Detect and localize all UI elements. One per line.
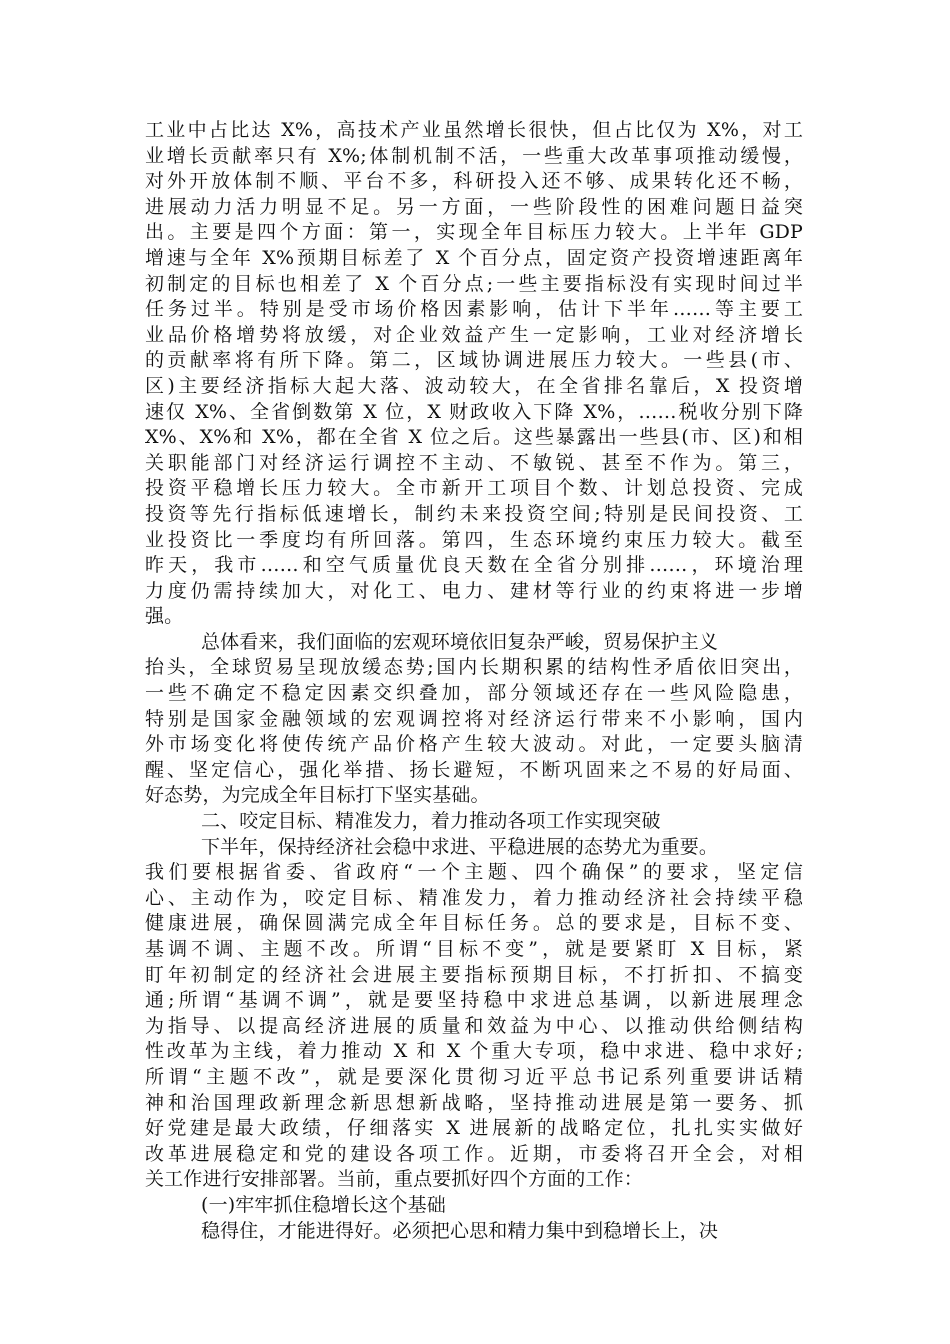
text-line: 业增长贡献率只有 X%;体制机制不活，一些重大改革事项推动缓慢， [145, 144, 803, 167]
text-line: 神和治国理政新理念新思想新战略，坚持推动进展是第一要务、抓 [145, 1091, 803, 1114]
text-line: 区)主要经济指标大起大落、波动较大，在全省排名靠后，X 投资增 [145, 374, 803, 397]
text-line: 投资平稳增长压力较大。全市新开工项目个数、计划总投资、完成 [145, 477, 803, 500]
text-line: 工业中占比达 X%，高技术产业虽然增长很快，但占比仅为 X%，对工 [145, 119, 803, 141]
text-line: 业品价格增势将放缓，对企业效益产生一定影响，工业对经济增长 [145, 323, 803, 346]
text-line: X%、X%和 X%，都在全省 X 位之后。这些暴露出一些县(市、区)和相 [145, 426, 803, 449]
text-line: 稳得住，才能进得好。必须把心思和精力集中到稳增长上，决 [201, 1219, 719, 1242]
text-line: 增速与全年 X%预期目标差了 X 个百分点，固定资产投资增速距离年 [145, 246, 803, 269]
text-line: 改革进展稳定和党的建设各项工作。近期，市委将召开全会，对相 [145, 1142, 803, 1165]
text-line: 强。 [145, 605, 184, 628]
text-line: 特别是国家金融领域的宏观调控将对经济运行带来不小影响，国内 [145, 707, 803, 730]
text-line: 基调不调、主题不改。所谓“目标不变”，就是要紧盯 X 目标，紧 [145, 938, 803, 960]
text-line: (一)牢牢抓住稳增长这个基础 [201, 1193, 446, 1216]
text-line: 健康进展，确保圆满完成全年目标任务。总的要求是，目标不变、 [145, 912, 803, 935]
text-line: 下半年，保持经济社会稳中求进、平稳进展的态势尤为重要。 [201, 835, 719, 858]
text-line: 性改革为主线，着力推动 X 和 X 个重大专项，稳中求进、稳中求好; [145, 1040, 803, 1063]
text-line: 昨天，我市……和空气质量优良天数在全省分别排……，环境治理 [145, 554, 803, 577]
text-line: 抬头，全球贸易呈现放缓态势;国内长期积累的结构性矛盾依旧突出， [145, 656, 803, 679]
text-line: 我们要根据省委、省政府“一个主题、四个确保”的要求，坚定信 [145, 861, 803, 884]
text-line: 总体看来，我们面临的宏观环境依旧复杂严峻，贸易保护主义 [201, 630, 719, 653]
text-line: 任务过半。特别是受市场价格因素影响，估计下半年……等主要工 [145, 298, 803, 321]
text-line: 速仅 X%、全省倒数第 X 位，X 财政收入下降 X%，……税收分别下降 [145, 400, 803, 423]
text-line: 对外开放体制不顺、平台不多，科研投入还不够、成果转化还不畅， [145, 170, 803, 193]
text-line: 心、主动作为，咬定目标、精准发力，着力推动经济社会持续平稳 [145, 886, 803, 909]
text-line: 出。主要是四个方面：第一，实现全年目标压力较大。上半年 GDP [145, 221, 803, 244]
text-line: 关职能部门对经济运行调控不主动、不敏锐、甚至不作为。第三， [145, 451, 803, 474]
text-line: 为指导、以提高经济进展的质量和效益为中心、以推动供给侧结构 [145, 1014, 803, 1037]
text-line: 醒、坚定信心，强化举措、扬长避短，不断巩固来之不易的好局面、 [145, 758, 803, 781]
text-line: 好党建是最大政绩，仔细落实 X 进展新的战略定位，扎扎实实做好 [145, 1117, 803, 1140]
text-line: 初制定的目标也相差了 X 个百分点;一些主要指标没有实现时间过半 [145, 272, 803, 295]
text-line: 二、咬定目标、精准发力，着力推动各项工作实现突破 [201, 810, 661, 833]
text-line: 的贡献率将有所下降。第二，区域协调进展压力较大。一些县(市、 [145, 349, 803, 372]
text-line: 投资等先行指标低速增长，制约未来投资空间;特别是民间投资、工 [145, 502, 803, 525]
document-page [145, 118, 803, 1244]
text-line: 力度仍需持续加大，对化工、电力、建材等行业的约束将进一步增 [145, 579, 803, 602]
text-line: 通;所谓“基调不调”，就是要坚持稳中求进总基调，以新进展理念 [145, 989, 803, 1012]
text-line: 关工作进行安排部署。当前，重点要抓好四个方面的工作： [145, 1168, 643, 1191]
text-line: 业投资比一季度均有所回落。第四，生态环境约束压力较大。截至 [145, 528, 803, 551]
text-line: 一些不确定不稳定因素交织叠加，部分领域还存在一些风险隐患， [145, 682, 803, 705]
text-line: 外市场变化将使传统产品价格产生较大波动。对此，一定要头脑清 [145, 733, 803, 756]
text-line: 所谓“主题不改”，就是要深化贯彻习近平总书记系列重要讲话精 [145, 1065, 803, 1088]
text-line: 好态势，为完成全年目标打下坚实基础。 [145, 784, 490, 807]
text-line: 进展动力活力明显不足。另一方面，一些阶段性的困难问题日益突 [145, 195, 803, 218]
text-line: 盯年初制定的经济社会进展主要指标预期目标，不打折扣、不搞变 [145, 963, 803, 986]
